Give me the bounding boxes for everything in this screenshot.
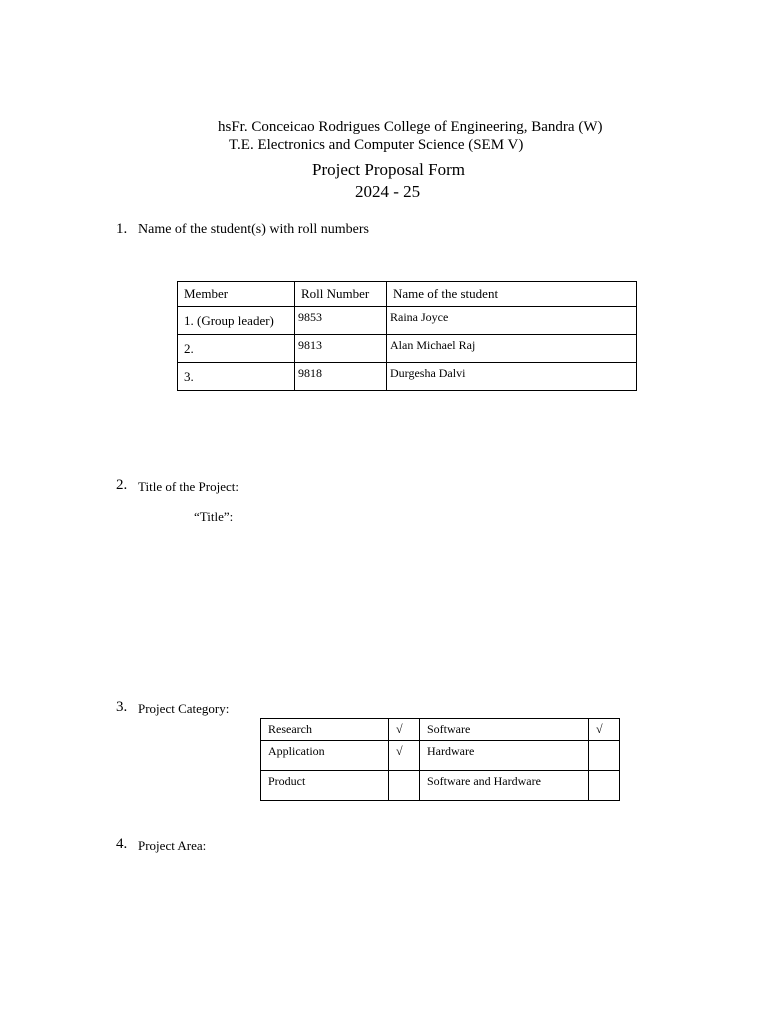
table-row: [178, 307, 637, 335]
category-table: [260, 718, 620, 801]
column-header-member: Member: [178, 282, 295, 307]
category-check-product: [389, 771, 420, 801]
project-title-label: “Title”:: [194, 509, 234, 524]
q1-number: 1.: [116, 221, 128, 237]
table-header-row: [178, 282, 637, 307]
category-check-research: √: [389, 719, 420, 741]
roll-cell: 9813: [295, 335, 387, 363]
q2-number: 2.: [116, 477, 128, 493]
q1-label: Name of the student(s) with roll numbers: [138, 222, 369, 237]
member-cell: 1. (Group leader): [178, 307, 295, 335]
student-name-cell: Alan Michael Raj: [387, 335, 637, 363]
category-option-application: Application: [261, 741, 389, 771]
column-header-roll-number: Roll Number: [295, 282, 387, 307]
column-header-student-name: Name of the student: [387, 282, 637, 307]
member-cell: 3.: [178, 363, 295, 391]
q2-label: Title of the Project:: [138, 479, 239, 494]
form-title: Project Proposal Form: [312, 160, 465, 179]
category-check-software-and-hardware: [589, 771, 620, 801]
q3-number: 3.: [116, 699, 128, 715]
student-name-cell: Durgesha Dalvi: [387, 363, 637, 391]
student-name-cell: Raina Joyce: [387, 307, 637, 335]
q4-number: 4.: [116, 836, 128, 852]
roll-cell: 9818: [295, 363, 387, 391]
department-name: T.E. Electronics and Computer Science (SEM V): [229, 137, 524, 153]
table-row: [178, 335, 637, 363]
category-check-software: √: [589, 719, 620, 741]
members-table: [177, 281, 637, 391]
category-option-research: Research: [261, 719, 389, 741]
roll-cell: 9853: [295, 307, 387, 335]
category-check-application: √: [389, 741, 420, 771]
category-check-hardware: [589, 741, 620, 771]
q4-label: Project Area:: [138, 838, 207, 853]
category-option-software: Software: [420, 719, 589, 741]
category-option-hardware: Hardware: [420, 741, 589, 771]
academic-year: 2024 - 25: [355, 182, 421, 201]
q3-label: Project Category:: [138, 701, 230, 716]
table-row: [261, 719, 620, 741]
member-cell: 2.: [178, 335, 295, 363]
table-row: [261, 741, 620, 771]
table-row: [261, 771, 620, 801]
college-name: hsFr. Conceicao Rodrigues College of Engineering, Bandra (W): [218, 119, 603, 135]
table-row: [178, 363, 637, 391]
category-option-product: Product: [261, 771, 389, 801]
category-option-software-and-hardware: Software and Hardware: [420, 771, 589, 801]
